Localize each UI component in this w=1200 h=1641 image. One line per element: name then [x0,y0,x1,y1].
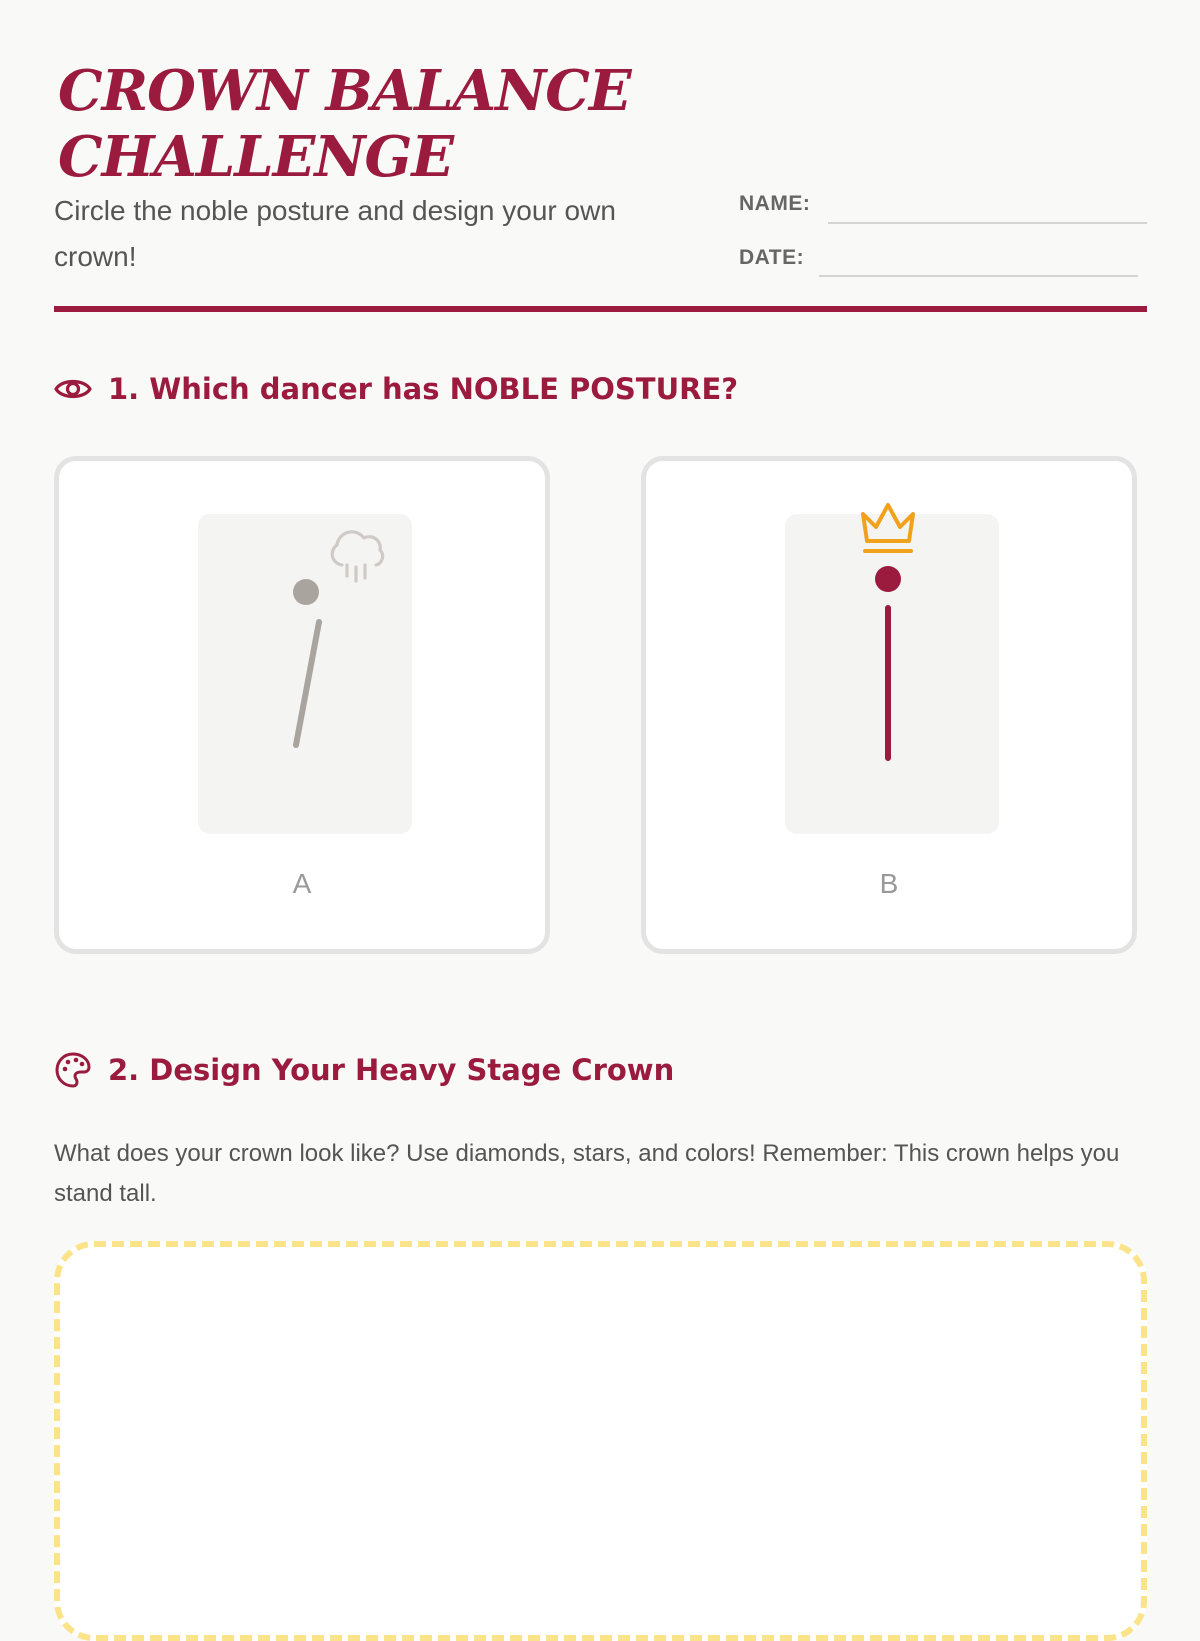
question-2-heading [54,1051,674,1089]
option-b-label: B [879,868,899,899]
question-2-text: 2. Design Your Heavy Stage Crown [108,1053,675,1087]
name-label: NAME: [739,192,811,215]
dancer-head [875,566,901,592]
eye-icon [54,370,92,408]
name-field[interactable] [828,222,1147,224]
date-label: DATE: [739,246,805,269]
page-title: CROWN BALANCE CHALLENGE [58,58,631,190]
dancer-body [296,622,319,745]
option-b-card[interactable] [641,456,1137,954]
design-instructions: What does your crown look like? Use diamonds, stars, and colors! Remember: This crown helps you stand tall. [54,1140,1120,1207]
header-divider [54,306,1147,312]
dancer-head [293,579,319,605]
date-field[interactable] [819,275,1138,277]
page-subtitle: Circle the noble posture and design your own crown! [54,195,616,272]
palette-icon [54,1051,92,1089]
question-1-heading [54,370,738,408]
option-a-label: A [292,868,312,899]
crown-icon [863,505,913,551]
rain-cloud-icon [332,532,382,581]
crown-drawing-area[interactable] [54,1241,1147,1641]
option-a-card[interactable] [54,456,550,954]
question-1-text: 1. Which dancer has NOBLE POSTURE? [108,372,739,406]
